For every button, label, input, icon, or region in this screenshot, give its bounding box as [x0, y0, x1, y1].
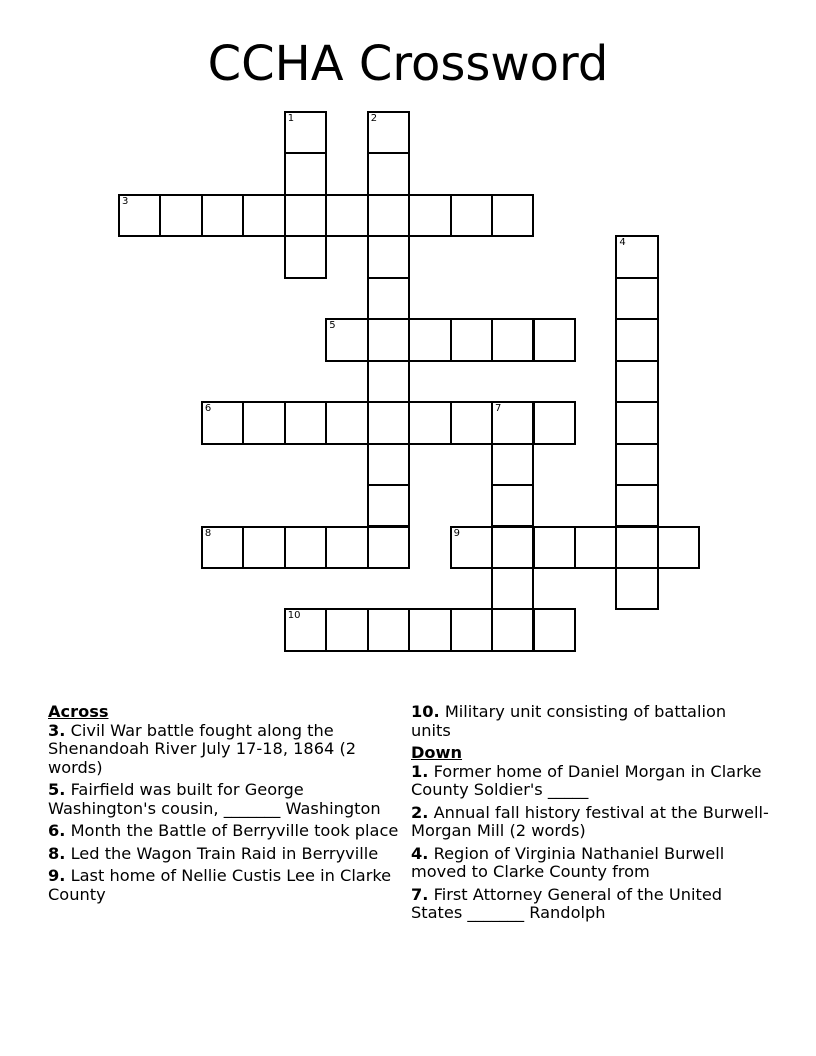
- cell-number: 2: [370, 113, 378, 124]
- cell-number: 7: [495, 403, 502, 415]
- cell-number: 6: [204, 403, 212, 415]
- grid-cell[interactable]: [491, 608, 534, 651]
- grid-cell[interactable]: [450, 526, 493, 569]
- clue-number: 4.: [411, 843, 429, 863]
- cell-number: 4: [619, 237, 626, 249]
- grid-cell[interactable]: [201, 526, 244, 569]
- across-clue: [48, 845, 408, 864]
- clue-text: Month the Battle of Berryville took place: [70, 821, 399, 840]
- clue-number: 9.: [48, 866, 66, 885]
- clue-text: Region of Virginia Nathaniel Burwell moved to Clarke County from: [411, 843, 725, 881]
- clues-column-right: [411, 703, 771, 927]
- grid-cell[interactable]: [533, 318, 576, 361]
- across-clue: [48, 781, 408, 818]
- grid-cell[interactable]: [367, 526, 410, 569]
- down-clue: [411, 804, 771, 841]
- grid-cell[interactable]: [284, 111, 327, 154]
- down-clue: [411, 845, 771, 882]
- clue-number: 6.: [48, 821, 66, 840]
- grid-cell[interactable]: [325, 401, 368, 444]
- grid-cell[interactable]: [533, 401, 576, 444]
- grid-cell[interactable]: [615, 318, 658, 361]
- grid-cell[interactable]: [325, 318, 368, 361]
- grid-cell[interactable]: [284, 526, 327, 569]
- grid-cell[interactable]: [367, 401, 410, 444]
- grid-cell[interactable]: [367, 443, 410, 486]
- grid-cell[interactable]: [284, 235, 327, 278]
- grid-cell[interactable]: [325, 194, 368, 237]
- cell-number: 8: [204, 527, 212, 539]
- grid-cell[interactable]: [657, 526, 700, 569]
- across-clue: [48, 822, 408, 841]
- clue-text: Civil War battle fought along the Shenandoah River July 17-18, 1864 (2 words): [48, 720, 357, 777]
- down-clue: [411, 763, 771, 800]
- grid-cell[interactable]: [491, 526, 534, 569]
- clues-column-left: [48, 703, 408, 908]
- grid-cell[interactable]: [450, 608, 493, 651]
- page-title: CCHA Crossword: [207, 36, 609, 92]
- cell-number: 1: [287, 113, 295, 124]
- grid-cell[interactable]: [615, 484, 658, 527]
- grid-cell[interactable]: [367, 111, 410, 154]
- clue-number: 5.: [48, 780, 66, 799]
- grid-cell[interactable]: [367, 360, 410, 403]
- grid-cell[interactable]: [533, 608, 576, 651]
- cell-number: 3: [122, 195, 129, 207]
- grid-cell[interactable]: [408, 318, 451, 361]
- grid-cell[interactable]: [284, 194, 327, 237]
- across-clue: [411, 703, 771, 740]
- grid-cell[interactable]: [118, 194, 161, 237]
- down-clue: [411, 886, 771, 923]
- grid-cell[interactable]: [201, 401, 244, 444]
- grid-cell[interactable]: [325, 608, 368, 651]
- clue-number: 8.: [48, 843, 66, 863]
- grid-cell[interactable]: [615, 526, 658, 569]
- grid-cell[interactable]: [367, 152, 410, 195]
- grid-cell[interactable]: [615, 401, 658, 444]
- grid-cell[interactable]: [367, 235, 410, 278]
- grid-cell[interactable]: [491, 567, 534, 610]
- grid-cell[interactable]: [533, 526, 576, 569]
- grid-cell[interactable]: [408, 194, 451, 237]
- cell-number: 5: [329, 320, 336, 332]
- grid-cell[interactable]: [367, 318, 410, 361]
- clue-text: Annual fall history festival at the Burwell-Morgan Mill (2 words): [411, 802, 769, 840]
- clue-number: 10.: [411, 702, 440, 721]
- clue-number: 7.: [411, 884, 429, 904]
- grid-cell[interactable]: [159, 194, 202, 237]
- grid-cell[interactable]: [242, 526, 285, 569]
- clue-text: Last home of Nellie Custis Lee in Clarke County: [48, 866, 392, 904]
- grid-cell[interactable]: [615, 567, 658, 610]
- grid-cell[interactable]: [450, 318, 493, 361]
- clue-text: Military unit consisting of battalion units: [411, 702, 727, 740]
- grid-cell[interactable]: [491, 194, 534, 237]
- grid-cell[interactable]: [491, 318, 534, 361]
- grid-cell[interactable]: [201, 194, 244, 237]
- grid-cell[interactable]: [408, 608, 451, 651]
- grid-cell[interactable]: [408, 401, 451, 444]
- grid-cell[interactable]: [615, 235, 658, 278]
- grid-cell[interactable]: [491, 484, 534, 527]
- grid-cell[interactable]: [284, 152, 327, 195]
- grid-cell[interactable]: [284, 608, 327, 651]
- cell-number: 9: [453, 527, 460, 539]
- across-clue: [48, 867, 408, 904]
- grid-cell[interactable]: [325, 526, 368, 569]
- clue-number: 1.: [411, 761, 429, 781]
- clue-text: Fairfield was built for George Washington's cousin, _______ Washington: [48, 780, 381, 818]
- grid-cell[interactable]: [491, 443, 534, 486]
- grid-cell[interactable]: [491, 401, 534, 444]
- clue-number: 3.: [48, 720, 66, 740]
- clue-text: First Attorney General of the United States _______ Randolph: [411, 884, 723, 922]
- cell-number: 10: [287, 610, 301, 622]
- grid-cell[interactable]: [615, 277, 658, 320]
- grid-cell[interactable]: [367, 608, 410, 651]
- grid-cell[interactable]: [367, 277, 410, 320]
- down-heading: Down: [411, 743, 463, 762]
- grid-cell[interactable]: [367, 484, 410, 527]
- grid-cell[interactable]: [284, 401, 327, 444]
- grid-cell[interactable]: [367, 194, 410, 237]
- crossword-grid: [118, 111, 718, 671]
- across-clue: [48, 722, 408, 778]
- grid-cell[interactable]: [574, 526, 617, 569]
- across-heading: Across: [48, 702, 109, 721]
- grid-cell[interactable]: [615, 443, 658, 486]
- clue-text: Former home of Daniel Morgan in Clarke County Soldier's _____: [411, 761, 762, 799]
- grid-cell[interactable]: [615, 360, 658, 403]
- grid-cell[interactable]: [450, 401, 493, 444]
- grid-cell[interactable]: [450, 194, 493, 237]
- clue-number: 2.: [411, 802, 429, 822]
- grid-cell[interactable]: [242, 194, 285, 237]
- clue-text: Led the Wagon Train Raid in Berryville: [70, 843, 379, 863]
- grid-cell[interactable]: [242, 401, 285, 444]
